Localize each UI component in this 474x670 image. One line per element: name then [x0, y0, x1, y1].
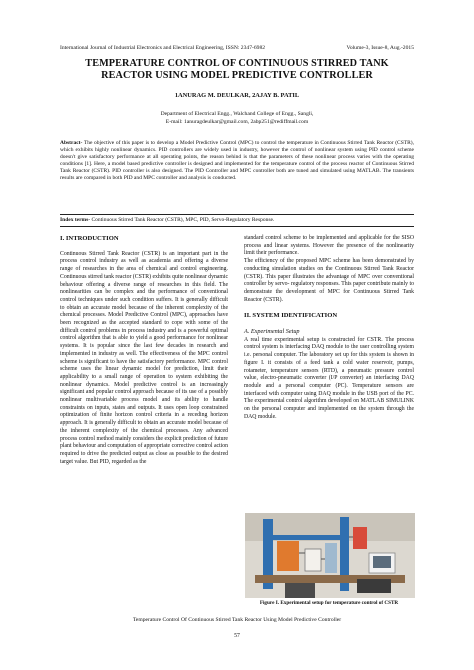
section-heading-system-identification: II. SYSTEM IDENTIFICATION — [244, 312, 338, 320]
paper-authors: 1ANURAG M. DEULKAR, 2AJAY B. PATIL — [174, 92, 300, 99]
right-paragraph-1: standard control scheme to be implemented and applicable for the SISO process and linear systems. However the presence of the nonlinearity limit their performance. — [244, 235, 414, 257]
index-terms — [60, 217, 414, 224]
experimental-setup-photo — [245, 513, 415, 598]
paper-title — [60, 58, 414, 81]
introduction-text: Continuous Stirred Tank Reactor (CSTR) is an important part in the process control industry as well as academia and offering a diverse range of researches in the area of chemical and control engineering. Continuous stirred tank reactor (CSTR) exhibits quite nonlinear dynamic behaviour offering a diverse range of researches in this field. The nonlinearities can be complex and the performance of conventional control techniques under such condition suffers. It is generally difficult to obtain an accurate model because of the inherent complexity of the chemical processes. Model Predictive Control (MPC), approaches have been recognized as the accepted standard to cope with some of the difficult control problems in process industry and is a powerful optimal control algorithm that is able to yield a good performance for nonlinear systems. It is popular since the last few decades in research and implemented in industry as well. The effectiveness of the MPC control scheme is significant to have the satisfactory performance. MPC control scheme uses the linear dynamic model for prediction, limit their applicability to a small range of operation to system exhibiting the nonlinear dynamics. Model predictive control is an increasingly significant and popular control approach because of its use of a possibly nonlinear multivariable process model and its ability to handle constraints on inputs, states and outputs. It uses open loop constrained optimization of finite horizon control criteria in a receding horizon approach. It is generally difficult to obtain an accurate model because of the inherent complexity of the chemical processes. Any advanced process control method mainly considers the explicit prediction of future plant behaviour and computation of appropriate corrective control action required to drive the predicted output as close as possible to the desired target value. But PID, regarded as the — [60, 250, 228, 465]
divider-bottom — [60, 226, 414, 227]
index-terms-text: Continuous Stirred Tank Reactor (CSTR), MPC, PID, Servo-Regulatory Response. — [90, 217, 275, 223]
page-number: 57 — [234, 633, 240, 639]
running-footer: Temperature Control Of Continuous Stirred Tank Reactor Using Model Predictive Controller — [132, 617, 342, 623]
right-paragraph-2: The efficiency of the proposed MPC scheme has been demonstrated by conducting simulation studies on the Continuous Stirred Tank Reactor (CSTR). This paper illustrates the advantage of MPC over conventional controller by servo- regulatory responses. This paper contribute mainly to demonstrate the development of MPC for Continuous Stirred Tank Reactor (CSTR). — [244, 258, 414, 303]
abstract-text: The objective of this paper is to develop a Model Predictive Control (MPC) to control the temperature in Continuous Stirred Tank Reactor (CSTR), which exhibits highly nonlinear dynamics. PID controllers are widely used in industry, however the control of nonlinear system using PID control scheme doesn't give satisfactory performance at all operating points, the reason behind is that the parameters of these nonlinear process varies with the operating conditions [1]. Here, a model based predictive controller is designed and implemented for the temperature control of the process reactor of Continuous Stirred Tank Reactor (CSTR). PID controller is also designed. The PID Controller and MPC controller both are tuned and simulated using MATLAB. The transients results are compared in both PID and MPC controller and analysis is conducted. — [60, 140, 414, 181]
affiliation: Department of Electrical Engg., Walchand College of Engg., Sangli, — [160, 111, 314, 117]
setup-photo-illustration — [245, 513, 415, 598]
figure-caption: Figure I. Experimental setup for temperature control of CSTR — [259, 600, 399, 606]
title-line-2: REACTOR USING MODEL PREDICTIVE CONTROLLER — [101, 69, 373, 81]
section-heading-introduction: I. INTRODUCTION — [60, 235, 119, 242]
abstract-label: Abstract- — [60, 140, 83, 146]
index-terms-label: Index terms- — [60, 217, 91, 223]
divider-top — [60, 214, 414, 215]
journal-name: International Journal of Industrial Electronics and Electrical Engineering, ISSN: 2347-6982 — [60, 45, 266, 51]
left-column — [60, 235, 228, 466]
subsection-heading-experimental-setup: A. Experimental Setup — [244, 328, 300, 336]
abstract — [60, 140, 414, 181]
author-emails: E-mail: 1anuragdeulkar@gmail.com, 2abp251@rediffmail.com — [165, 118, 309, 125]
journal-volume: Volume-3, Issue-8, Aug.-2015 — [346, 45, 414, 51]
affiliation-block — [60, 111, 414, 126]
experimental-setup-text: A real time experimental setup is constructed for CSTR. The process control system is interfacing DAQ module to the user controlling system i.e. personal computer. The laboratory set up for this system is shown in figure I. it consists of a feed tank a cold water reservoir, pumps, rotameter, temperature sensors (RTD), a pneumatic pressure control value, electro-pneumatic converter (I/P converter) an interfacing DAQ module and a personal computer (PC). Temperature sensors are interfaced with computer using DAQ module in the USB port of the PC. The experimental control algorithm developed on MATLAB SIMULINK on the personal computer and implemented on the system through the DAQ module. — [244, 336, 414, 420]
right-column — [244, 235, 414, 421]
title-line-1: TEMPERATURE CONTROL OF CONTINUOUS STIRRED TANK — [85, 58, 389, 69]
journal-header — [60, 45, 414, 52]
